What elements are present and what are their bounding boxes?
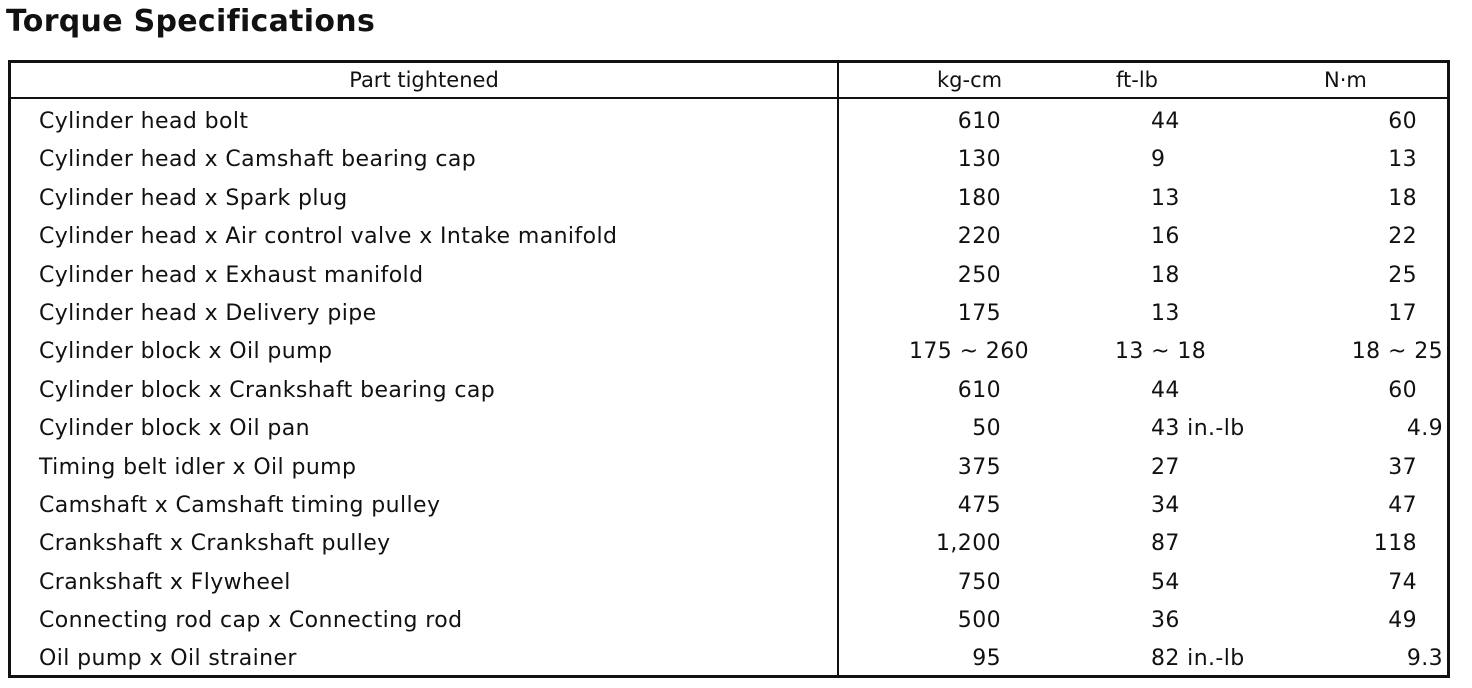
table-row — [11, 526, 1447, 564]
ft-lb-cell: 13 ~ 18 — [1115, 339, 1207, 365]
part-cell: Cylinder block x Oil pan — [39, 416, 310, 442]
table-row — [11, 296, 1447, 334]
table-row — [11, 181, 1447, 219]
table-row — [11, 450, 1447, 488]
header-kg-cm: kg-cm — [937, 68, 1003, 92]
n-m-cell: 74 — [1388, 569, 1417, 595]
part-cell: Cylinder head x Camshaft bearing cap — [39, 147, 477, 173]
part-cell: Cylinder block x Oil pump — [39, 339, 333, 365]
n-m-cell: 18 — [1388, 185, 1417, 211]
table-row — [11, 565, 1447, 603]
n-m-cell: 22 — [1388, 224, 1417, 250]
n-m-cell: 13 — [1388, 147, 1417, 173]
kg-cm-cell: 250 — [957, 262, 1001, 288]
kg-cm-cell: 375 — [957, 454, 1001, 480]
kg-cm-cell: 95 — [972, 646, 1001, 672]
kg-cm-cell: 175 ~ 260 — [908, 339, 1029, 365]
ft-lb-cell: 34 — [1151, 492, 1180, 518]
table-row — [11, 641, 1447, 679]
ft-lb-cell: 54 — [1151, 569, 1180, 595]
header-ft-lb: ft-lb — [1116, 68, 1158, 92]
table-row — [11, 603, 1447, 641]
kg-cm-cell: 610 — [957, 377, 1001, 403]
ft-lb-cell: 16 — [1151, 224, 1180, 250]
kg-cm-cell: 750 — [957, 569, 1001, 595]
ft-lb-cell: 18 — [1151, 262, 1180, 288]
part-cell: Cylinder head bolt — [39, 109, 249, 134]
table-row — [11, 411, 1447, 449]
n-m-cell: 25 — [1388, 262, 1417, 288]
n-m-cell: 17 — [1388, 300, 1417, 326]
table-body — [11, 104, 1447, 680]
ft-lb-cell: 44 — [1151, 109, 1180, 134]
table-row — [11, 219, 1447, 257]
part-cell: Crankshaft x Crankshaft pulley — [39, 531, 391, 557]
ft-lb-cell: 13 — [1151, 300, 1180, 326]
ft-lb-cell: 87 — [1151, 531, 1180, 557]
ft-lb-cell: 9 — [1151, 147, 1166, 173]
n-m-cell: 49 — [1388, 608, 1417, 634]
torque-table — [8, 60, 1450, 678]
kg-cm-cell: 130 — [957, 147, 1001, 173]
kg-cm-cell: 220 — [957, 224, 1001, 250]
table-row — [11, 488, 1447, 526]
n-m-cell: 60 — [1388, 109, 1417, 134]
n-m-cell: 118 — [1373, 531, 1417, 557]
kg-cm-cell: 475 — [957, 492, 1001, 518]
table-row — [11, 258, 1447, 296]
header-divider — [11, 97, 1447, 99]
kg-cm-cell: 1,200 — [936, 531, 1001, 557]
n-m-cell: 4.9 — [1406, 416, 1443, 442]
part-cell: Connecting rod cap x Connecting rod — [39, 608, 463, 634]
n-m-cell: 9.3 — [1406, 646, 1443, 672]
kg-cm-cell: 610 — [957, 109, 1001, 134]
part-cell: Cylinder head x Air control valve x Intake manifold — [39, 224, 618, 250]
ft-lb-cell: 44 — [1151, 377, 1180, 403]
part-cell: Cylinder head x Spark plug — [39, 185, 348, 211]
ft-lb-cell: 13 — [1151, 185, 1180, 211]
page-title: Torque Specifications — [6, 4, 376, 39]
header-part-tightened: Part tightened — [349, 68, 499, 92]
kg-cm-cell: 500 — [957, 608, 1001, 634]
ft-lb-cell: 43 in.-lb — [1151, 416, 1245, 442]
part-cell: Camshaft x Camshaft timing pulley — [39, 492, 441, 518]
table-row — [11, 142, 1447, 180]
n-m-cell: 60 — [1388, 377, 1417, 403]
part-cell: Cylinder block x Crankshaft bearing cap — [39, 377, 496, 403]
table-row — [11, 373, 1447, 411]
kg-cm-cell: 50 — [972, 416, 1001, 442]
kg-cm-cell: 180 — [957, 185, 1001, 211]
part-cell: Cylinder head x Exhaust manifold — [39, 262, 424, 288]
kg-cm-cell: 175 — [957, 300, 1001, 326]
part-cell: Cylinder head x Delivery pipe — [39, 300, 377, 326]
table-row — [11, 334, 1447, 372]
header-n-m: N·m — [1324, 68, 1367, 92]
n-m-cell: 18 ~ 25 — [1351, 339, 1443, 365]
ft-lb-cell: 36 — [1151, 608, 1180, 634]
n-m-cell: 37 — [1388, 454, 1417, 480]
n-m-cell: 47 — [1388, 492, 1417, 518]
table-row — [11, 104, 1447, 142]
part-cell: Timing belt idler x Oil pump — [39, 454, 357, 480]
ft-lb-cell: 27 — [1151, 454, 1180, 480]
ft-lb-cell: 82 in.-lb — [1151, 646, 1245, 672]
part-cell: Crankshaft x Flywheel — [39, 569, 291, 595]
part-cell: Oil pump x Oil strainer — [39, 646, 297, 672]
